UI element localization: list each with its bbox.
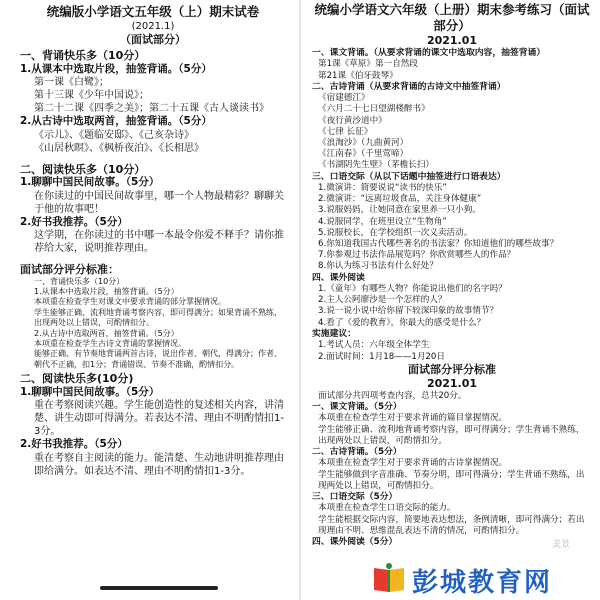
section-recitation: 一、背诵快乐多（10分）: [20, 49, 146, 62]
content-line: 2.面试时间：1月18——1月20日: [318, 351, 445, 362]
section-heading: 四、课外阅读: [312, 272, 365, 283]
wechat-label: 美景: [551, 540, 570, 550]
q1-line: 第一课《白鹭》；: [34, 77, 109, 88]
q3-text: 在你读过的中国民间故事里，哪一个人物最精彩？聊聊关于他的故事吧！: [34, 190, 284, 215]
q1-line: 第十三课《少年中国说》；: [34, 90, 149, 101]
content-line: 1.考试人员：六年级全体学生: [318, 340, 430, 351]
content-line: 3.说一说小说中给你留下较深印象的故事情节？: [318, 306, 499, 317]
watermark-text: 彭城教育网: [412, 568, 553, 598]
content-line: 《夜行黄沙道中》: [318, 115, 387, 126]
content-line: 学生能根据交际内容，简要地表达想法，条例清晰，即可得满分；若出现理由不明、思维混乱表达不清的情况，可酌情扣分。: [318, 514, 585, 536]
content-line: 《宿建德江》: [318, 93, 370, 104]
section-heading: 二、古诗背诵（从要求背诵的古诗文中抽签背诵）: [312, 81, 506, 92]
home-indicator-bar: [100, 586, 218, 590]
section-heading: 一、课文背诵。（5分）: [312, 401, 402, 412]
standard-line: 一、背诵快乐多（10分）: [34, 276, 125, 286]
q5-text: 重在考察阅读兴趣。学生能创造性的复述相关内容，讲清楚、讲生动即可得满分。若表达不清、理由不明酌情扣1-3分。: [34, 400, 284, 438]
content-line: 第1课《草原》第一自然段: [318, 59, 418, 70]
right-date: 2021.01: [426, 34, 478, 47]
content-line: 5.说服校长，在学校组织一次义卖活动。: [318, 227, 473, 238]
content-line: 1.微演讲：简要说说“读书的快乐”: [318, 183, 447, 194]
content-line: 1.《童年》有哪些人物？你能说出他们的名字吗？: [318, 284, 507, 295]
standard-line: 本项重在检查学生对课文中要求背诵的部分掌握情况。: [34, 297, 226, 307]
content-line: 第21课《伯牙鼓琴》: [318, 70, 398, 81]
standard-line: 2.从古诗中选取两首，抽签背诵。（5分）: [34, 328, 179, 338]
right-standard-title: 面试部分评分标准: [408, 362, 496, 376]
left-date: (2021.1): [131, 21, 175, 32]
content-line: 《浪淘沙》（九曲黄河）: [318, 138, 409, 149]
question-4: 2.好书我推荐。（5分）: [20, 215, 128, 228]
content-line: 面试部分共四项考查内容，总共20分。: [318, 390, 467, 401]
q1-line: 第二十二课《四季之美》；第二十五课《古人谈读书》: [34, 103, 269, 114]
content-line: 本项重在检查学生口语交际的能力。: [318, 503, 456, 514]
content-line: 7.你参观过书法作品展览吗？你欣赏哪些人的作品？: [318, 250, 516, 261]
content-line: 《江南春》（千里莺啼）: [318, 149, 409, 160]
content-line: 《六月二十七日望湖楼醉书》: [318, 104, 430, 115]
content-line: 8.你认为练习书法有什么好处？: [318, 261, 438, 272]
content-line: 2.微演讲：“远离垃圾食品，关注身体健康”: [318, 194, 482, 205]
section-heading: 二、古诗背诵。（5分）: [312, 446, 402, 457]
question-6: 2.好书我推荐。（5分）: [20, 438, 128, 451]
section-heading: 实施建议：: [312, 328, 356, 339]
q4-text: 这学期，在你读过的书中哪一本最令你爱不释手？请你推荐给大家，说明推荐理由。: [34, 230, 284, 254]
page-divider: [299, 0, 301, 600]
content-line: 本项重在检查学生对于要求背诵的篇目掌握情况。: [318, 413, 508, 424]
content-line: 3.说服妈妈，让她同意在家里养一只小狗。: [318, 205, 481, 216]
standard-line: 学生能够正确、流利地背诵考察内容，即可得满分；如果背诵不熟练，出现两处以上错误，可酌情扣分。: [34, 307, 282, 328]
q6-text: 重在考察自主阅读的能力。能清楚、生动地讲明推荐理由即给满分。如表达不清、理由不明酌情扣1-3分。: [34, 452, 284, 477]
left-exam-page: [0, 0, 298, 600]
content-line: 4.说服同学，在班里设立“生物角”: [318, 216, 447, 227]
section-heading: 三、口语交际（5分）: [312, 491, 398, 502]
question-1: 1.从课本中选取片段，抽签背诵。（5分）: [20, 62, 212, 75]
book-logo-icon: [372, 562, 406, 594]
scoring-standard-title: 面试部分评分标准：: [20, 263, 119, 276]
question-2: 2.从古诗中选取两首，抽签背诵。（5分）: [20, 115, 212, 127]
standard-line: 本项重在检查学生古诗文背诵的掌握情况。: [34, 338, 186, 348]
section-reading-standard: 二、阅读快乐多(10分): [20, 372, 134, 386]
section-heading: 四、课外阅读（5分）: [312, 536, 398, 547]
left-subtitle: （面试部分）: [120, 33, 186, 46]
section-heading: 一、课文背诵。（从要求背诵的课文中选取内容，抽签背诵）: [312, 48, 546, 58]
content-line: 4.看了《爱的教育》，你最大的感受是什么？: [318, 317, 486, 328]
right-content-list: [312, 48, 592, 363]
content-line: 6.你知道我国古代哪些著名的书法家？你知道他们的哪些故事？: [318, 239, 559, 250]
right-standard-date: 2021.01: [426, 376, 478, 390]
right-standard-list: [312, 391, 592, 549]
content-line: 《书湖阴先生壁》（茅檐长扫）: [318, 160, 435, 171]
section-reading: 二、阅读快乐多（10分）: [20, 162, 146, 176]
content-line: 学生能够做到字音准确、节奏分明，即可得满分；学生背诵不熟练，出现两处以上错误，可酌情扣分。: [318, 469, 585, 491]
q2-line: 《山居秋暝》、《枫桥夜泊》、《长相思》: [34, 142, 204, 154]
content-line: 2.主人公阿廖沙是一个怎样的人？: [318, 295, 447, 306]
left-title: 统编版小学语文五年级（上）期末试卷: [46, 4, 260, 19]
question-3: 1.聊聊中国民间故事。（5分）: [20, 176, 160, 188]
right-exam-page: [302, 0, 600, 600]
q2-line: 《示儿》、《题临安邸》、《己亥杂诗》: [34, 129, 194, 141]
standard-line: 1.从课本中选取片段，抽签背诵。（5分）: [34, 286, 179, 296]
standard-line: 能够正确、有节奏地背诵两首古诗，说出作者、朝代，得满分；作者、朝代不正确，扣1分；背诵错误、节奏不准确，酌情扣分。: [34, 349, 282, 369]
section-heading: 三、口语交际（从以下话题中抽签进行口语表达）: [312, 171, 506, 182]
question-5: 1.聊聊中国民间故事。（5分）: [20, 385, 160, 398]
right-title: 统编小学语文六年级（上册）期末参考练习（面试部分）: [314, 2, 590, 33]
content-line: 《七律 长征》: [318, 126, 373, 137]
site-watermark: [366, 558, 598, 598]
content-line: 本项重在检查学生对于要求背诵的古诗掌握情况。: [318, 458, 508, 469]
content-line: 学生能够正确、流利地背诵考察内容，即可得满分；学生背诵不熟练，出现两处以上错误，可酌情扣分。: [318, 424, 585, 446]
